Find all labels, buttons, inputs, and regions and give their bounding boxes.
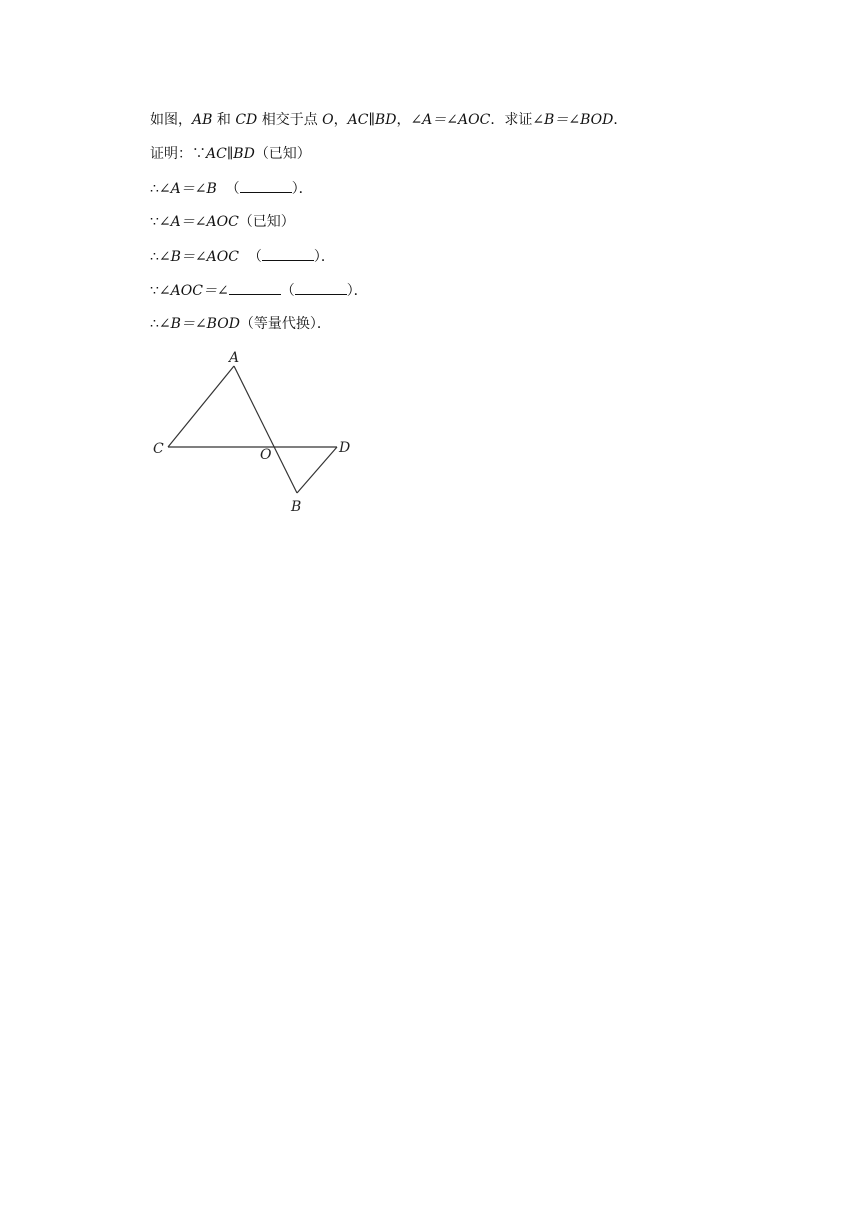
point-label-d: D [339, 440, 351, 456]
proof-expression: ∠B＝∠BOD [158, 316, 240, 332]
point-label-c: C [153, 441, 164, 457]
answer-blank[interactable] [240, 178, 292, 193]
statement-part: AC∥BD [347, 112, 397, 128]
proof-line-3 [150, 212, 750, 232]
answer-blank[interactable] [229, 280, 281, 295]
segment-db [297, 447, 337, 493]
statement-part: ， [333, 112, 348, 128]
statement-part: CD [235, 112, 258, 128]
proof-reason: （已知） [238, 214, 295, 230]
proof-reason: （已知） [254, 146, 311, 162]
proof-open-paren: （ [280, 283, 295, 299]
proof-line-5 [150, 280, 750, 300]
problem-statement [150, 110, 750, 130]
proof-prefix: ∴ [150, 316, 159, 332]
point-label-o: O [260, 447, 272, 463]
proof-line-2 [150, 178, 750, 198]
proof-expression: AC∥BD [206, 146, 255, 162]
proof-open-paren: （ [216, 181, 240, 197]
statement-part: 和 [212, 112, 236, 128]
statement-part: 如图， [150, 112, 192, 128]
answer-blank[interactable] [295, 280, 347, 295]
statement-part: ．求证 [490, 112, 533, 128]
statement-part: O [322, 112, 334, 128]
proof-line-1 [150, 144, 750, 164]
proof-expression: ∠A＝∠AOC [158, 214, 239, 230]
proof-close-paren: ）． [291, 181, 313, 197]
point-label-a: A [229, 350, 240, 366]
statement-part: 相交于点 [257, 112, 323, 128]
proof-prefix: ∴ [150, 249, 159, 265]
statement-part: ∠A＝∠AOC [410, 112, 491, 128]
proof-expression: ∠A＝∠B [158, 181, 217, 197]
proof-close-paren: ）． [313, 249, 335, 265]
geometry-diagram [150, 345, 360, 515]
proof-prefix: ∵ [150, 283, 159, 299]
segment-ab [234, 366, 297, 493]
proof-prefix: ∴ [150, 181, 159, 197]
geometry-figure [150, 345, 360, 515]
proof-expression: ∠B＝∠AOC [158, 249, 239, 265]
proof-prefix: ∵ [150, 214, 159, 230]
statement-part: ∠B＝∠BOD [532, 112, 614, 128]
statement-part: ， [396, 112, 411, 128]
proof-reason: （等量代换）． [239, 316, 331, 332]
statement-part: ． [613, 112, 628, 128]
proof-open-paren: （ [238, 249, 262, 265]
proof-line-4 [150, 246, 750, 266]
point-label-b: B [291, 499, 302, 515]
proof-expression: ∠AOC＝∠ [158, 283, 229, 299]
statement-part: AB [192, 112, 213, 128]
problem-content [150, 110, 750, 348]
segment-ca [168, 366, 234, 447]
proof-line-6 [150, 314, 750, 334]
proof-prefix: 证明：∵ [150, 146, 206, 162]
proof-close-paren: ）． [346, 283, 368, 299]
answer-blank[interactable] [262, 246, 314, 261]
